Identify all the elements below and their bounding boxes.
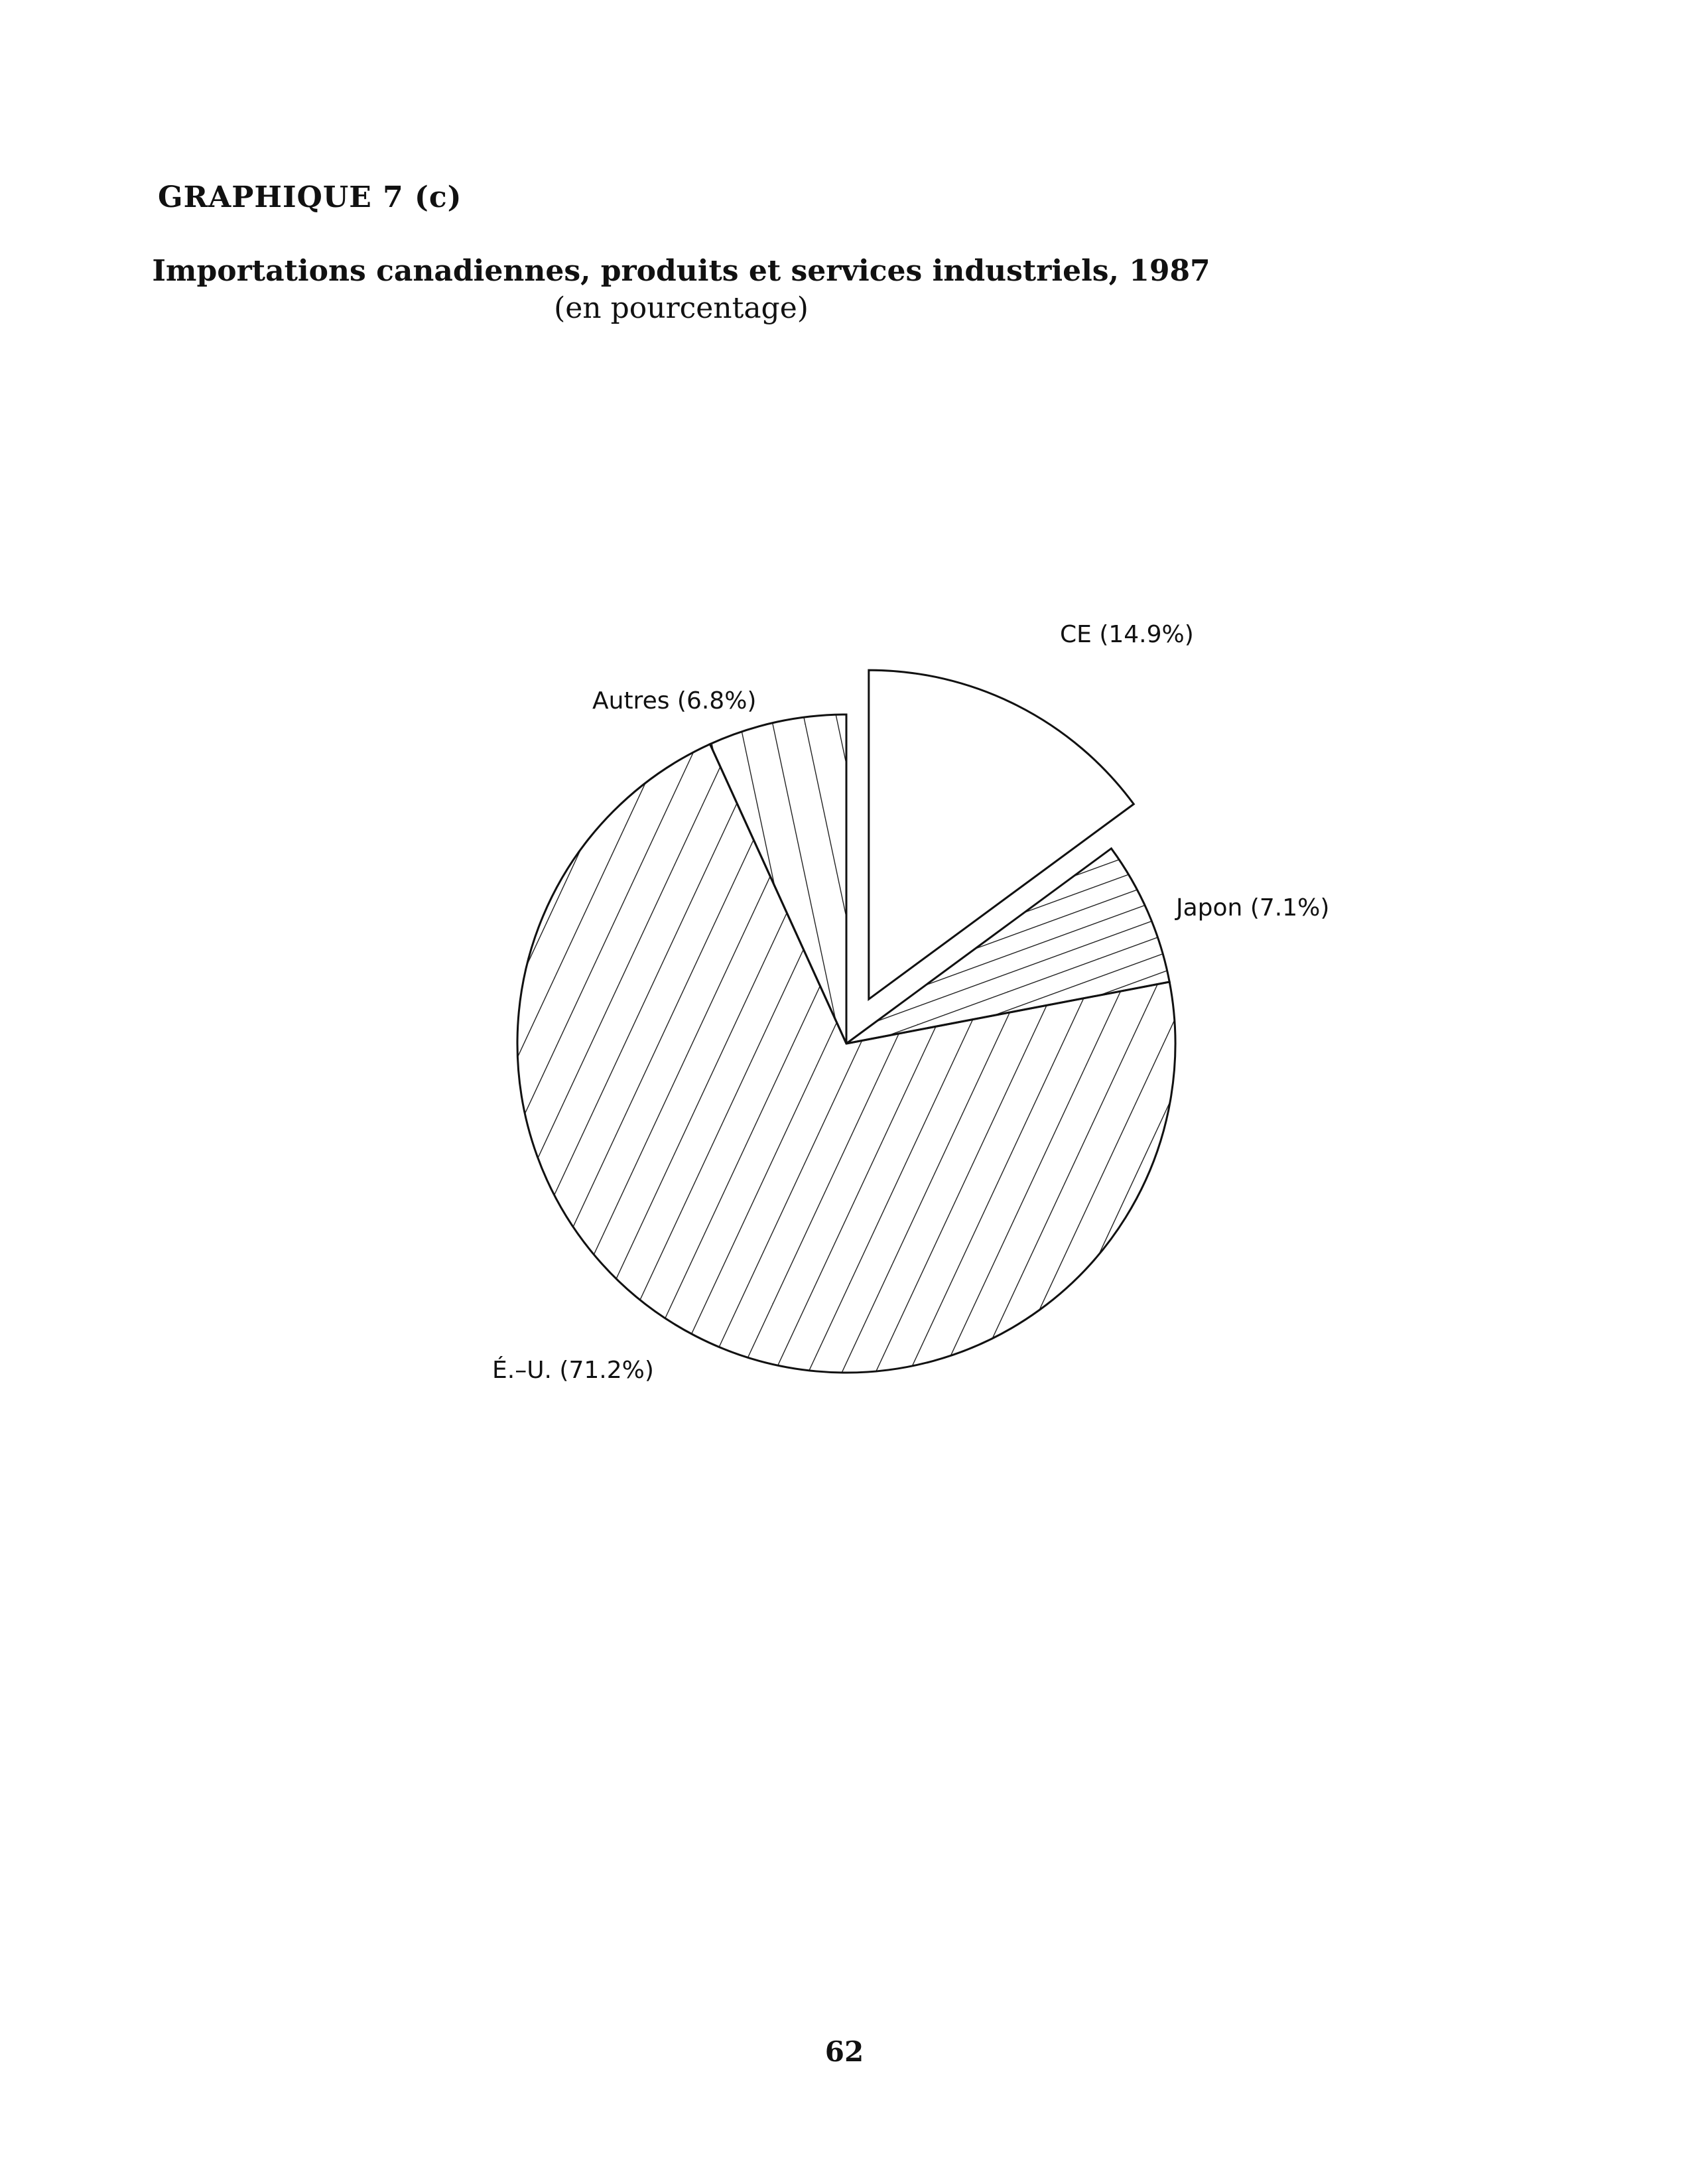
- graph-label: GRAPHIQUE 7 (c): [158, 180, 462, 214]
- chart-title: Importations canadiennes, produits et services industriels, 1987: [152, 254, 1210, 288]
- page-number: 62: [824, 2035, 864, 2068]
- slice-label-0: CE (14.9%): [1060, 621, 1194, 648]
- slice-label-1: Japon (7.1%): [1176, 894, 1330, 921]
- chart-subtitle: (en pourcentage): [554, 291, 809, 325]
- slice-label-3: Autres (6.8%): [592, 687, 757, 715]
- slice-label-2: É.–U. (71.2%): [492, 1357, 654, 1384]
